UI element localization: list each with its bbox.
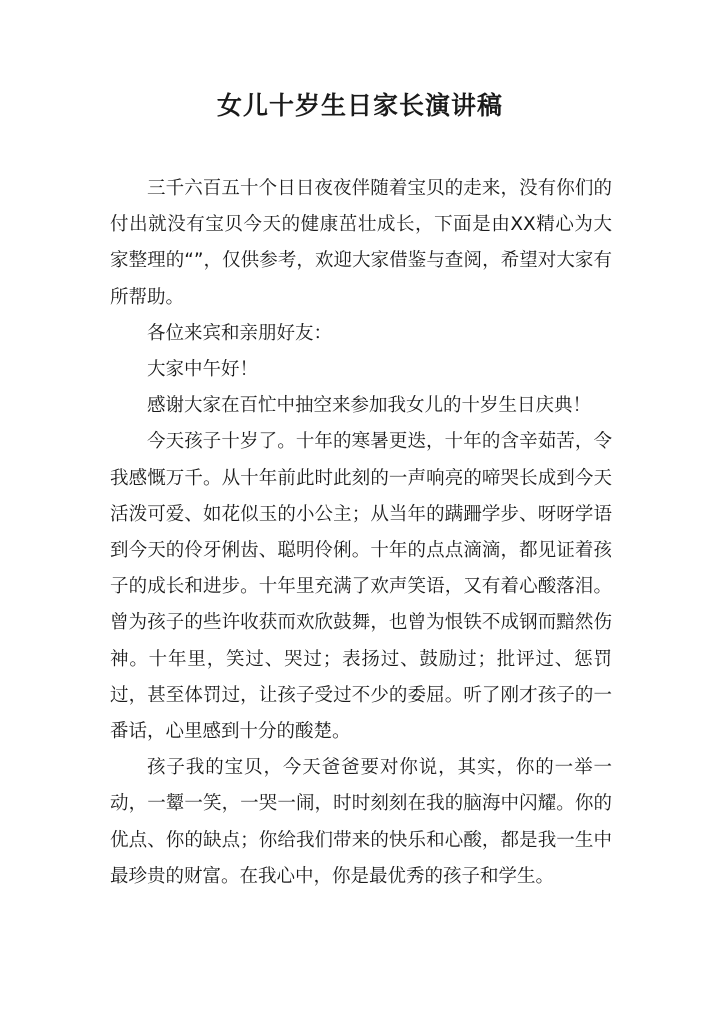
reflection-paragraph: 今天孩子十岁了。十年的寒暑更迭，十年的含辛茹苦，令我感慨万千。从十年前此时此刻的一声响亮的啼哭长成到今天活泼可爱、如花似玉的小公主；从当年的蹒跚学步、呀呀学语到今天的伶牙俐齿、聪明伶俐。十年的点点滴滴，都见证着孩子的成长和进步。十年里充满了欢声笑语，又有着心酸落泪。曾为孩子的些许收获而欢欣鼓舞，也曾为恨铁不成钢而黯然伤神。十年里，笑过、哭过；表扬过、鼓励过；批评过、惩罚过，甚至体罚过，让孩子受过不少的委屈。听了刚才孩子的一番话，心里感到十分的酸楚。 bbox=[110, 431, 612, 743]
document-body bbox=[110, 171, 612, 895]
thanks-paragraph: 感谢大家在百忙中抽空来参加我女儿的十岁生日庆典！ bbox=[147, 395, 592, 417]
message-paragraph: 孩子我的宝贝，今天爸爸要对你说，其实，你的一举一动，一颦一笑，一哭一闹，时时刻刻在我的脑海中闪耀。你的优点、你的缺点；你给我们带来的快乐和心酸，都是我一生中最珍贵的财富。在我心中，你是最优秀的孩子和学生。 bbox=[110, 757, 612, 887]
greeting-paragraph: 大家中午好！ bbox=[147, 359, 259, 381]
document-title: 女儿十岁生日家长演讲稿 bbox=[216, 91, 503, 120]
salutation-paragraph: 各位来宾和亲朋好友： bbox=[147, 322, 333, 344]
intro-paragraph: 三千六百五十个日日夜夜伴随着宝贝的走来，没有你们的付出就没有宝贝今天的健康茁壮成长，下面是由XX精心为大家整理的“”，仅供参考，欢迎大家借鉴与查阅，希望对大家有所帮助。 bbox=[110, 178, 612, 308]
